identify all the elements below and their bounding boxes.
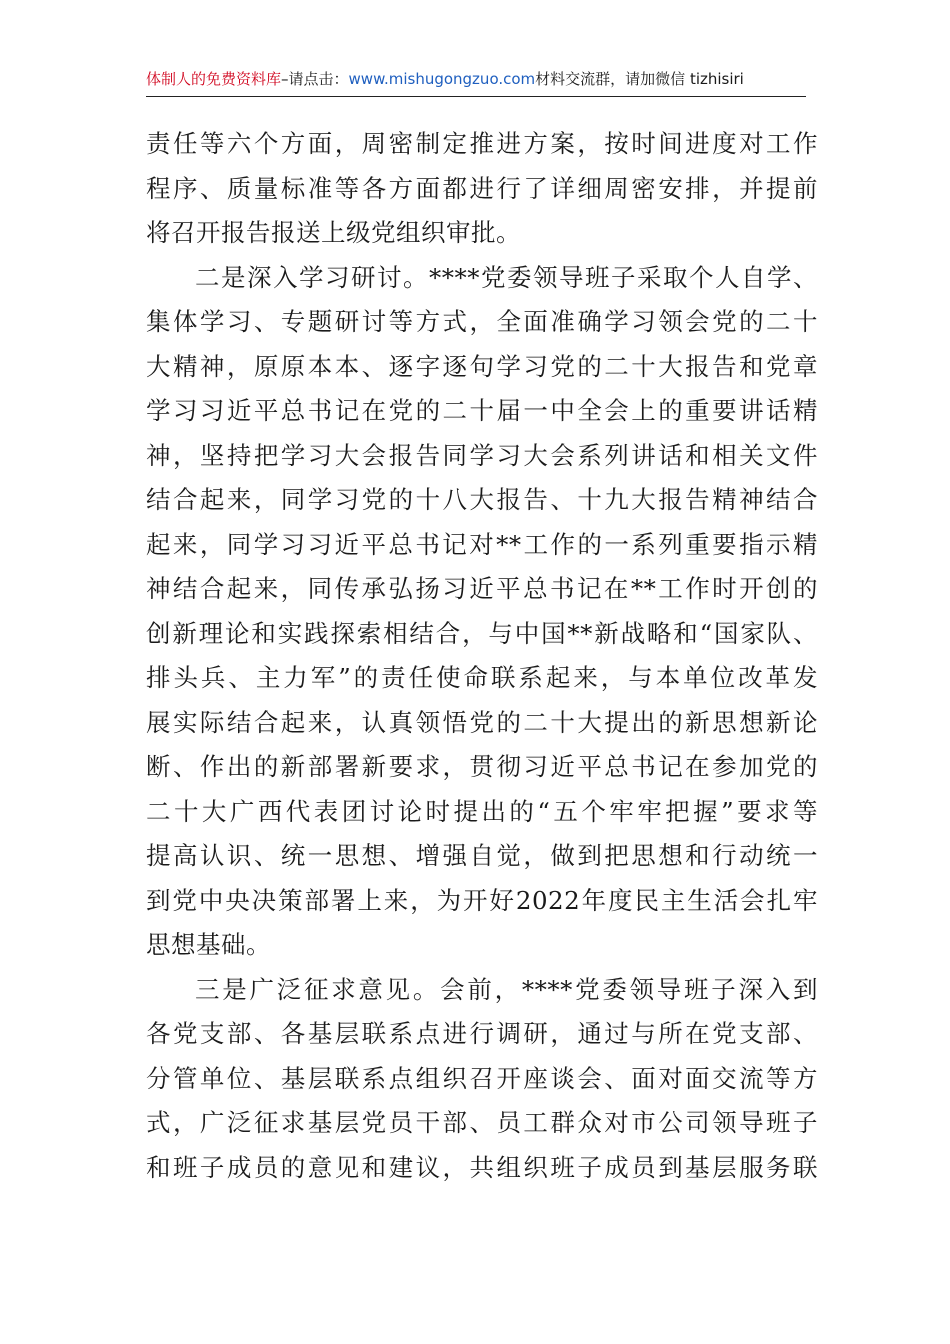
header-separator: –请点击：	[281, 70, 349, 88]
paragraph-3-line-3: 分管单位、基层联系点组织召开座谈会、面对面交流等方	[146, 1063, 818, 1093]
paragraph-2-line-11: 展实际结合起来，认真领悟党的二十大提出的新思想新论	[146, 707, 818, 737]
paragraph-2-line-14: 提高认识、统一思想、增强自觉，做到把思想和行动统一	[146, 841, 818, 870]
header-url-link[interactable]: www.mishugongzuo.com	[348, 70, 536, 88]
paragraph-2-line-7: 起来，同学习习近平总书记对**工作的一系列重要指示精	[146, 529, 818, 559]
paragraph-1-line-2: 程序、质量标准等各方面都进行了详细周密安排，并提前	[146, 173, 818, 203]
paragraph-2-line-10: 排头兵、主力军”的责任使命联系起来，与本单位改革发	[146, 663, 818, 692]
paragraph-2-line-16: 思想基础。	[146, 930, 271, 959]
paragraph-3-line-4: 式，广泛征求基层党员干部、员工群众对市公司领导班子	[146, 1108, 818, 1137]
header-tail: 材料交流群，请加微信 tizhisiri	[535, 70, 744, 88]
paragraph-2-line-13: 二十大广西代表团讨论时提出的“五个牢牢把握”要求等	[146, 796, 818, 826]
paragraph-3-line-1: 三是广泛征求意见。会前，****党委领导班子深入到	[195, 974, 818, 1004]
paragraph-2-line-8: 神结合起来，同传承弘扬习近平总书记在**工作时开创的	[146, 574, 818, 603]
paragraph-1-line-3: 将召开报告报送上级党组织审批。	[146, 218, 521, 247]
paragraph-2-line-5: 神，坚持把学习大会报告同学习大会系列讲话和相关文件	[146, 440, 818, 470]
header-brand: 体制人的免费资料库	[146, 70, 282, 88]
paragraph-2-line-6: 结合起来，同学习党的十八大报告、十九大报告精神结合	[146, 485, 818, 514]
paragraph-1-line-1: 责任等六个方面，周密制定推进方案，按时间进度对工作	[146, 129, 818, 158]
document-body	[146, 122, 818, 1190]
paragraph-2-line-15: 到党中央决策部署上来，为开好2022年度民主生活会扎牢	[146, 885, 818, 915]
paragraph-3-line-2: 各党支部、各基层联系点进行调研，通过与所在党支部、	[146, 1019, 818, 1048]
paragraph-2-line-2: 集体学习、专题研讨等方式，全面准确学习领会党的二十	[146, 307, 818, 336]
paragraph-2-line-1: 二是深入学习研讨。****党委领导班子采取个人自学、	[195, 262, 818, 292]
paragraph-2-line-4: 学习习近平总书记在党的二十届一中全会上的重要讲话精	[146, 396, 818, 425]
paragraph-2-line-12: 断、作出的新部署新要求，贯彻习近平总书记在参加党的	[146, 752, 818, 781]
paragraph-2-line-9: 创新理论和实践探索相结合，与中国**新战略和“国家队、	[146, 618, 818, 648]
page-header	[146, 66, 806, 97]
paragraph-2-line-3: 大精神，原原本本、逐字逐句学习党的二十大报告和党章	[146, 351, 818, 381]
paragraph-3-line-5: 和班子成员的意见和建议，共组织班子成员到基层服务联	[146, 1152, 818, 1182]
